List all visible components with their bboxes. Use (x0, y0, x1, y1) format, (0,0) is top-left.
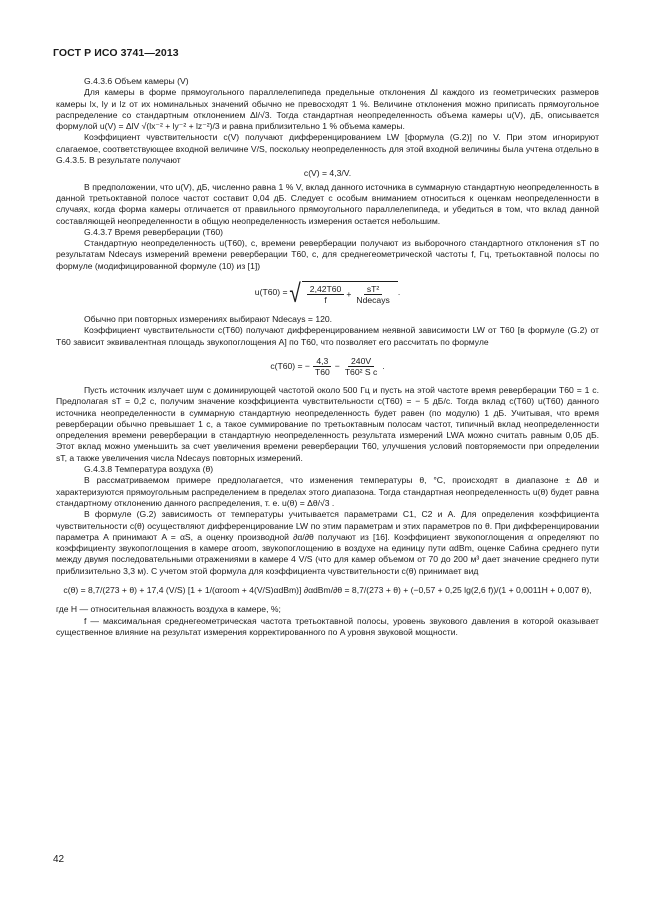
fraction-denominator: T60² S c (344, 366, 378, 377)
operator: + (346, 288, 352, 299)
operator: − (334, 360, 340, 371)
paragraph: Обычно при повторных измерениях выбирают Ndecays = 120. (84, 314, 333, 325)
paragraph: Для камеры в форме прямоугольного параллелепипеда предельные отклонения Δl каждого из геометрических размеров камеры lx, ly и lz от их номинальных значений обычно не превосходят 1 %. Величине отклонения можно приписать прямоугольное распределение со стандартным отклонением Δl/√3. Тогда стандартная неопределенность объема камеры u(V), дБ, описывается формулой u(V) = ΔlV √(lx⁻² + ly⁻² + lz⁻²)/3 и равна приблизительно 1 % объема камеры. (56, 87, 599, 132)
document-body (56, 76, 599, 638)
paragraph: f — максимальная среднегеометрическая частота третьоктавной полосы, уровень звукового давления в которой оказывает существенное влияние на результат измерения корректированного по A уровня звуковой мощности. (56, 615, 599, 637)
fraction-denominator: f (324, 295, 327, 306)
fraction-numerator: sT² (364, 284, 382, 295)
equation-u-t60 (56, 278, 599, 309)
eq-lhs: c(T60) = − (270, 360, 310, 371)
fraction (312, 356, 333, 377)
fraction-denominator: Ndecays (356, 295, 390, 306)
fraction (353, 284, 392, 305)
radicand (302, 281, 401, 306)
paragraph: Коэффициент чувствительности c(T60) получают дифференцированием неявной зависимости LW от T60 [в формуле (G.2) от T60 зависит эквивалентная площадь звукопоглощения A] по T60, что позволяет его рассчитать по формуле (56, 325, 599, 347)
fraction-numerator: 4,3 (313, 356, 331, 367)
paragraph-where: где H — относительная влажность воздуха в камере, %; (56, 604, 281, 615)
paragraph: В формуле (G.2) зависимость от температуры учитывается параметрами C1, C2 и A. Для определения коэффициента чувствительности c(θ) осуществляют дифференцирование LW по этим параметрам и этих параметров по θ. При дифференцировании параметра A принимают A = αS, а оценку производной ∂α/∂θ получают из [16]. Коэффициент звукопоглощения α определяют по коэффициенту звукопоглощения в камере αroom, звукопоглощению в воздухе на единицу пути αdBm, оценке Сабина среднего пути между двумя последовательными отражениями в камере 4 V/S (что для камер объемом от 70 до 200 м³ дает значение среднего пути приблизительно 3,3 м). С учетом этой формула для коэффициента чувствительности c(θ) принимает вид (56, 509, 599, 576)
equation-c-theta: c(θ) = 8,7/(273 + θ) + 17,4 (V/S) [1 + 1/(αroom + 4(V/S)αdBm)] ∂αdBm/∂θ = 8,7/(273 + θ) + (−0,57 + 0,25 lg(2,6 f))/(1 + 0,0011H + 0,007 θ), (63, 584, 592, 595)
page-number: 42 (53, 854, 65, 865)
paragraph: Коэффициент чувствительности c(V) получают дифференцированием LW [формула (G.2)] по V. При этом игнорируют слагаемое, соответствующее входной величине V/S, поскольку неопределенность для этой входной величины была учтена отдельно в G.4.3.5. В результате получают (56, 132, 599, 166)
fraction-numerator: 2,42T60 (307, 284, 345, 295)
equation-cv: c(V) = 4,3/V. (303, 168, 352, 179)
section-heading-g437: G.4.3.7 Время реверберации (T60) (84, 226, 224, 237)
radical-sign: √ (288, 278, 301, 309)
sqrt-group (288, 278, 401, 309)
eq-lhs: u(T60) = (254, 287, 288, 298)
eq-tail: . (397, 287, 401, 298)
paragraph: В предположении, что u(V), дБ, численно равна 1 % V, вклад данного источника в суммарную стандартную неопределенность в данной третьоктавной полосе частот составит 0,04 дБ. Следует с особым вниманием относиться к оценкам неопределенности в случаях, когда форма камеры отличается от правильного прямоугольного параллелепипеда, и убедиться в том, что вклад данной составляющей неопределенности в общую неопределенность измерения остается небольшим. (56, 181, 599, 226)
document-header: ГОСТ Р ИСО 3741—2013 (53, 47, 179, 59)
paragraph: В рассматриваемом примере предполагается, что изменения температуры θ, °C, происходят в диапазоне ± Δθ и характеризуются прямоугольным распределением в пределах этого диапазона. Тогда стандартная неопределенность u(θ) будет равна стандартному отклонению данного распределения, т. е. u(θ) = Δθ/√3 . (56, 475, 599, 508)
fraction (307, 284, 345, 305)
fraction (342, 356, 380, 377)
section-heading-g438: G.4.3.8 Температура воздуха (θ) (84, 464, 214, 475)
paragraph: Стандартную неопределенность u(T60), с, времени реверберации получают из выборочного стандартного отклонения sT по результатам Ndecays измерений времени реверберации T60, с, для среднегеометрической частоты f, Гц, третьоктавной полосы по формуле (модифицированной формуле (10) из [1]) (56, 238, 599, 271)
paragraph: Пусть источник излучает шум с доминирующей частотой около 500 Гц и пусть на этой частоте время реверберации T60 = 1 с. Предполагая sT = 0,2 с, получим значение коэффициента чувствительности c(T60) = − 5 дБ/с. Тогда вклад c(T60) u(T60) данного источника неопределенности в суммарную стандартную неопределенность будет равен (по модулю) 1 дБ. Учитывая, что время реверберации обычно превышает 1 с, а такое суммирование по третьоктавным полосам частот, типичный вклад неопределенности определения времени реверберации в стандартную неопределенность результата измерений LWA можно считать равным 0,05 дБ. Этот вклад можно уменьшить за счет увеличения времени реверберации T60, улучшения условий повторяемости при определении sT, а также увеличения числа Ndecays повторных измерений. (56, 384, 599, 463)
fraction-numerator: 240V (348, 356, 374, 367)
fraction-denominator: T60 (314, 366, 330, 377)
eq-tail: . (382, 360, 385, 371)
equation-c-t60 (56, 356, 599, 377)
section-heading-g436: G.4.3.6 Объем камеры (V) (84, 76, 189, 86)
